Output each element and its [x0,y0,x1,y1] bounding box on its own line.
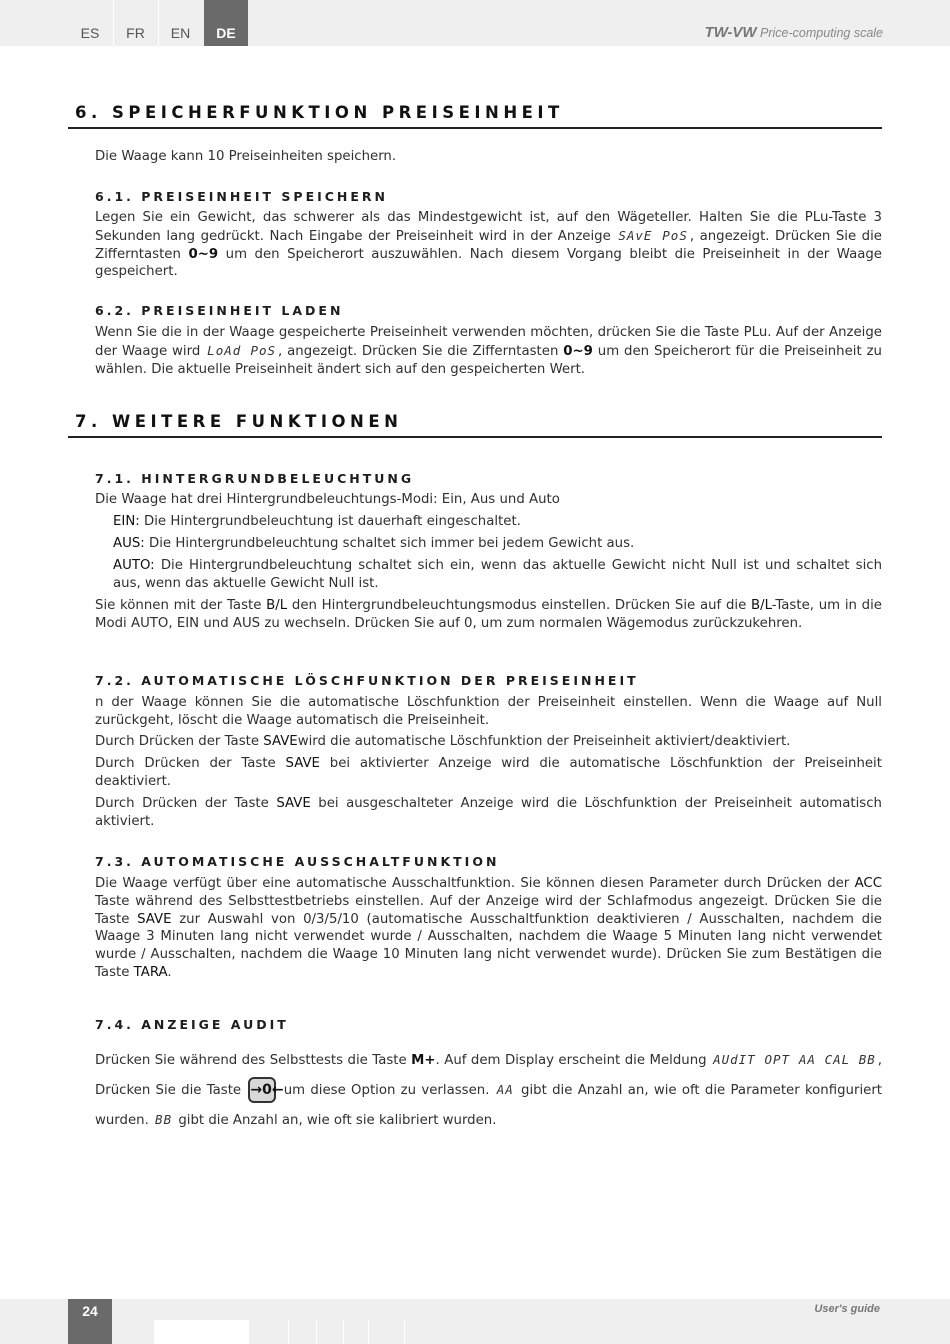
footer-divider [316,1320,317,1344]
text-span: . [167,964,172,980]
key-m-plus: M+ [411,1053,436,1068]
section-6-1-heading: 6.1. PREISEINHEIT SPEICHERN [95,189,389,204]
tab-es[interactable]: ES [80,25,100,41]
section-6-heading: 6. SPEICHERFUNKTION PREISEINHEIT [68,101,882,129]
text-span: , angezeigt. Drücken Sie die Zifferntasten [95,228,882,262]
key-digits: 0~9 [188,246,219,262]
text-span: um den Speicherort für die Preiseinheit zu wählen. Die aktuelle Preiseinheit ändert sich auf den gespeicherten Wert. [95,343,882,377]
footer-guide-label: User's guide [814,1303,880,1315]
section-7-2-p4 [95,795,882,831]
section-7-2-p1: n der Waage können Sie die automatische Löschfunktion der Preiseinheit einstellen. Wenn die Waage auf Null zurückgeht, löscht die Waage automatisch die Preiseinheit. [95,695,882,728]
text-span: zur Auswahl von 0/3/5/10 (automatische Ausschaltfunktion deaktivieren / Ausschalten, nachdem die Waage 3 Minuten lang nicht verwendet wurde / Ausschalten, nachdem die Waage 5 Minuten lang nicht verwendet wurde / Ausschalten, nachdem die Waage 10 Minuten lang nicht verwendet wurde). Drücken Sie zum Bestätigen die Taste [95,911,882,980]
backlight-mode-auto [113,557,882,593]
lcd-bb: BB [155,1112,173,1127]
footer-divider [343,1320,344,1344]
key-tara: TARA [133,964,168,980]
mode-label: AUTO: [113,558,155,573]
section-7-2-heading: 7.2. AUTOMATISCHE LÖSCHFUNKTION DER PREISEINHEIT [95,673,639,688]
mode-text: Die Hintergrundbeleuchtung schaltet sich immer bei jedem Gewicht aus. [148,536,635,551]
lcd-bb: BB [858,1052,876,1067]
key-bl: B/L [266,598,288,613]
footer-decoration [154,1320,249,1344]
backlight-mode-ein [113,513,882,531]
section-6-2-heading: 6.2. PREISEINHEIT LADEN [95,303,344,318]
text-span: Drücken Sie während des Selbsttests die Taste [95,1053,407,1068]
key-save: SAVE [137,911,172,927]
section-6-1-text [95,209,882,281]
text-span: Durch Drücken der Taste [95,734,260,749]
page-number: 24 [68,1299,112,1344]
text-span: Durch Drücken der Taste [95,796,269,811]
text-span: Wenn Sie die in der Waage gespeicherte Preiseinheit verwenden möchten, drücken Sie die Taste PLu. Auf der Anzeige der Waage wird [95,325,882,359]
key-bl: B/L [751,598,772,613]
mode-text: Die Hintergrundbeleuchtung ist dauerhaft eingeschaltet. [143,514,521,529]
text-span: den Hintergrundbeleuchtungsmodus einstellen. Drücken Sie auf die [291,598,747,613]
section-7-heading: 7. WEITERE FUNKTIONEN [68,410,882,438]
section-7-3-text [95,875,882,982]
footer-divider [288,1320,289,1344]
tab-en[interactable]: EN [158,0,202,46]
text-span: Legen Sie ein Gewicht, das schwerer als das Mindestgewicht ist, auf den Wägeteller. Halten Sie die PLu-Taste 3 Sekunden lang gedrückt. Nach Eingabe der Preiseinheit wird in der Anzeige [95,210,882,244]
text-span: , Drücken Sie die Taste [95,1053,882,1098]
key-save: SAVE [263,734,298,749]
key-acc: ACC [854,876,882,891]
mode-text: Die Hintergrundbeleuchtung schaltet sich ein, wenn das aktuelle Gewicht nicht Null ist und schaltet sich aus, wenn das aktuelle Gewicht Null ist. [113,558,882,591]
document-subtitle: Price-computing scale [760,26,883,40]
text-span: um diese Option zu verlassen. [283,1083,490,1098]
footer-divider [404,1320,405,1344]
key-digits: 0~9 [563,343,593,359]
text-span: Die Waage verfügt über eine automatische Ausschaltfunktion. Sie können diesen Parameter durch Drücken der [95,876,850,891]
mode-label: EIN: [113,514,140,529]
key-save: SAVE [276,796,311,811]
text-span: . Auf dem Display erscheint die Meldung [435,1053,707,1068]
text-span: Taste während des Selbsttestbetriebs einstellen. Auf der Anzeige wird der Schlafmodus angezeigt. Drücken Sie die Taste [95,893,882,927]
section-7-2-p3 [95,755,882,791]
text-span: -Taste, um in die Modi AUTO, EIN und AUS zu wechseln. Drücken Sie auf 0, um zum normalen Wägemodus zurückzukehren. [95,598,882,631]
text-span: bei aktivierter Anzeige wird die automatische Löschfunktion der Preiseinheit deaktiviert. [95,756,882,789]
lcd-aa: AA [496,1082,514,1097]
text-span: , angezeigt. Drücken Sie die Zifferntasten [278,343,559,359]
text-span: um den Speicherort auszuwählen. Nach diesem Vorgang bleibt die Preiseinheit in der Waage gespeichert. [95,246,882,280]
lcd-audit: AUdIT OPT AA CAL [713,1052,851,1067]
section-7-1-intro: Die Waage hat drei Hintergrundbeleuchtungs-Modi: Ein, Aus und Auto [95,492,560,507]
text-span: Durch Drücken der Taste [95,756,276,771]
text-span: bei ausgeschalteter Anzeige wird die Löschfunktion der Preiseinheit automatisch aktiviert. [95,796,882,829]
text-span: Sie können mit der Taste [95,598,262,613]
model-name: TW-VW [704,24,757,41]
tab-de[interactable]: DE [204,0,248,46]
text-span: gibt die Anzahl an, wie oft die Parameter konfiguriert wurden. [95,1083,883,1128]
section-7-3-heading: 7.3. AUTOMATISCHE AUSSCHALTFUNKTION [95,854,500,869]
section-7-4-text [95,1045,882,1135]
section-6-2-text [95,324,882,378]
lcd-load-pos: LoAd PoS [207,342,277,358]
footer-bar [0,1299,950,1344]
backlight-mode-aus [113,535,882,553]
section-7-4-heading: 7.4. ANZEIGE AUDIT [95,1017,289,1032]
section-7-2-p2 [95,733,882,751]
section-7-1-outro [95,597,882,633]
section-7-1-heading: 7.1. HINTERGRUNDBELEUCHTUNG [95,471,415,486]
mode-label: AUS: [113,536,145,551]
key-save: SAVE [285,756,320,771]
footer-divider [368,1320,369,1344]
zero-key-icon: →0← [248,1077,276,1103]
section-6-intro: Die Waage kann 10 Preiseinheiten speichern. [95,149,397,164]
text-span: wird die automatische Löschfunktion der Preiseinheit aktiviert/deaktiviert. [297,734,791,749]
tab-fr[interactable]: FR [113,0,157,46]
lcd-save-pos: SAvE PoS [618,227,688,243]
text-span: gibt die Anzahl an, wie oft sie kalibriert wurden. [178,1113,497,1128]
